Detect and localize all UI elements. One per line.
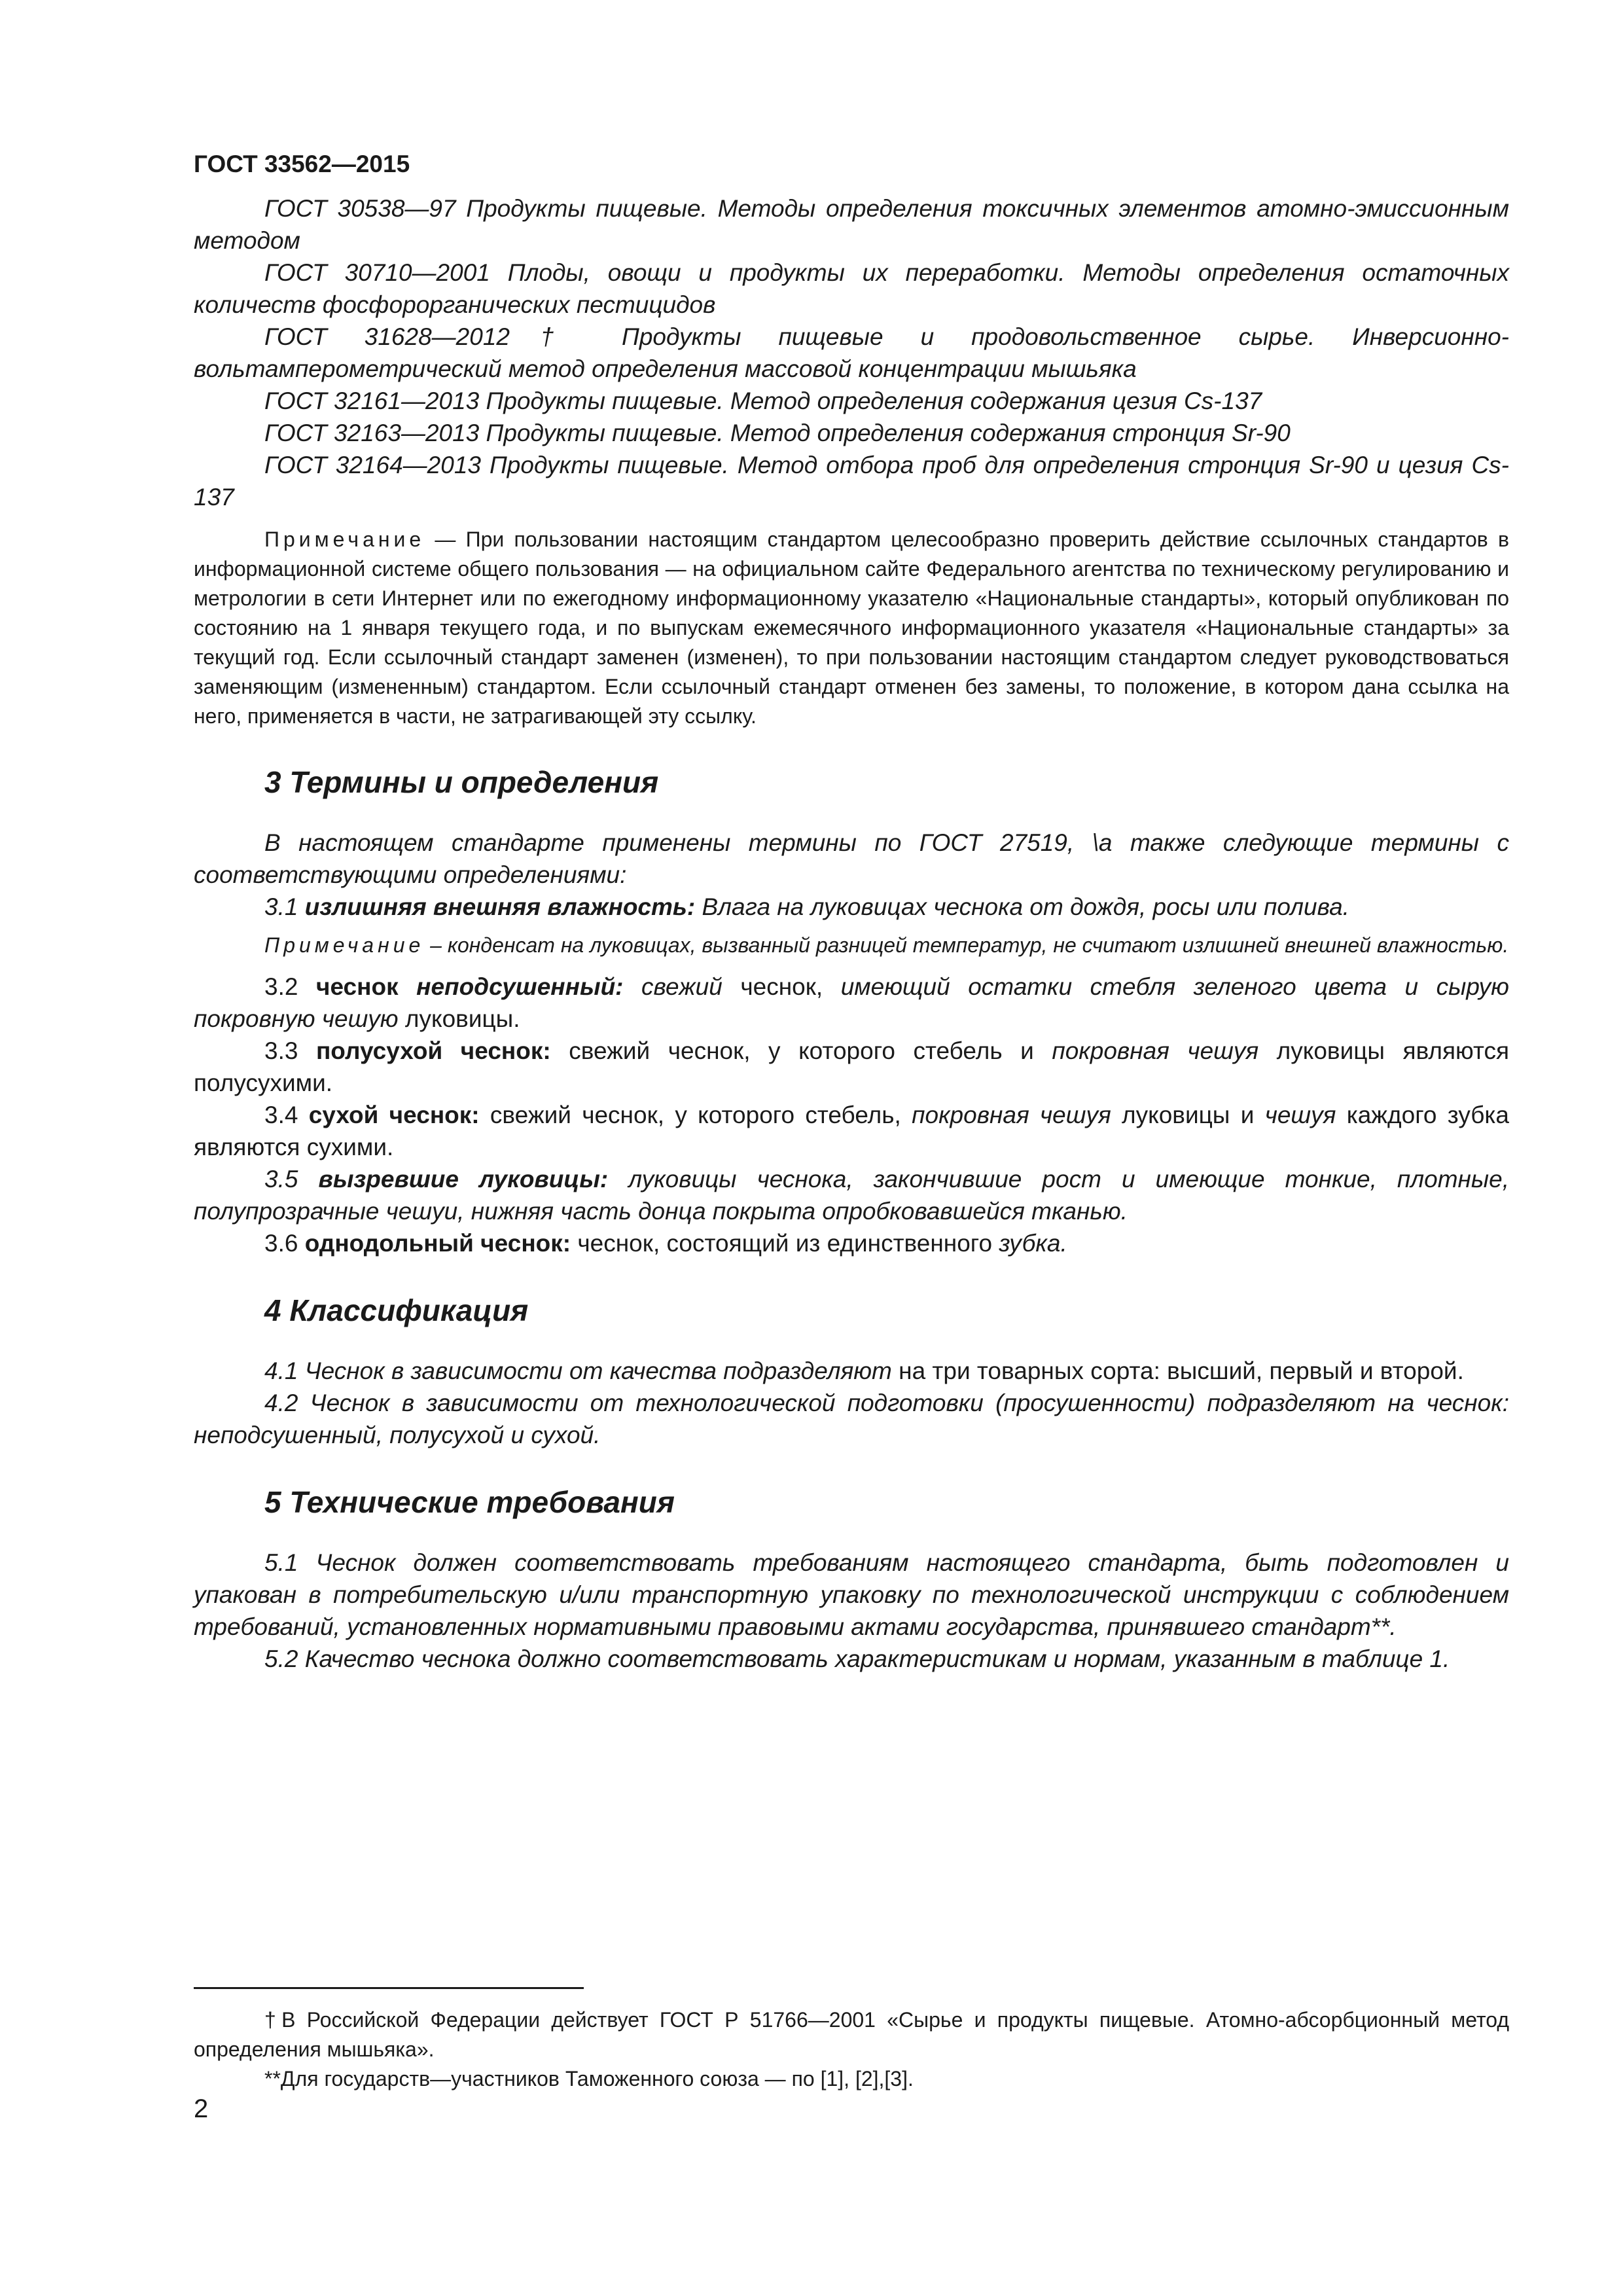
term-definition: каждого зубка являются сухими. xyxy=(194,1102,1510,1160)
term-definition: свежий чеснок, у которого стебель и xyxy=(550,1037,1052,1064)
term-definition: Влага на луковицах чеснока от дождя, росы или полива. xyxy=(695,893,1349,920)
ref-item: ГОСТ 30710—2001 Плоды, овощи и продукты их переработки. Методы определения остаточных количеств фосфорорганических пестицидов xyxy=(194,259,1509,318)
term-3-2 xyxy=(194,971,1509,1035)
term-3-1-note xyxy=(194,931,1509,960)
term-definition: зубка. xyxy=(999,1230,1067,1257)
footnotes xyxy=(194,2005,1509,2094)
term-name-italic: неподсушенный: xyxy=(416,973,624,1000)
clause-4-1 xyxy=(194,1355,1509,1387)
clause-4-2: 4.2 Чеснок в зависимости от технологической подготовки (просушенности) подразделяют на чеснок: неподсушенный, полусухой и сухой. xyxy=(194,1390,1509,1448)
term-definition: чеснок, xyxy=(722,973,841,1000)
term-definition: луковицы и xyxy=(1111,1102,1265,1128)
note-label: Примечание xyxy=(264,933,425,957)
term-number: 3.1 xyxy=(264,893,305,920)
ref-item: ГОСТ 32161—2013 Продукты пищевые. Метод определения содержания цезия Cs-137 xyxy=(264,387,1262,414)
term-number: 3.5 xyxy=(264,1166,319,1193)
section-3-title: 3 Термины и определения xyxy=(264,765,659,799)
ref-item: ГОСТ 30538—97 Продукты пищевые. Методы определения токсичных элементов атомно-эмиссионным методом xyxy=(194,195,1509,254)
term-number: 3.2 xyxy=(264,973,316,1000)
term-number: 3.4 xyxy=(264,1102,309,1128)
term-definition: покровная чешуя xyxy=(912,1102,1111,1128)
note-text: — При пользовании настоящим стандартом целесообразно проверить действие ссылочных стандартов в информационной системе общего пользования — на официальном сайте Федерального агентства по техническому регулированию и метрологии в сети Интернет или по ежегодному информационному указателю «Национальные стандарты», который опубликован по состоянию на 1 января текущего года, и по выпускам ежемесячного информационного указателя «Национальные стандарты» за текущий год. Если ссылочный стандарт заменен (изменен), то при пользовании настоящим стандартом следует руководствоваться заменяющим (измененным) стандартом. Если ссылочный стандарт отменен без замены, то положение, в котором дана ссылка на него, применяется в части, не затрагивающей эту ссылку. xyxy=(194,528,1509,728)
term-definition: чеснок, состоящий из единственного xyxy=(571,1230,999,1257)
section-4-title: 4 Классификация xyxy=(264,1293,529,1327)
term-definition: покровная чешуя xyxy=(1052,1037,1259,1064)
term-definition: чешуя xyxy=(1264,1102,1336,1128)
term-name: излишняя внешняя влажность: xyxy=(304,893,696,920)
term-definition: свежий xyxy=(623,973,722,1000)
term-3-5 xyxy=(194,1163,1509,1227)
term-number: 3.3 xyxy=(264,1037,316,1064)
term-definition: имеющий остатки стебля зеленого цвета и сырую покровную чешую xyxy=(194,973,1510,1032)
ref-item: ГОСТ 31628—2012† Продукты пищевые и продовольственное сырье. Инверсионно-вольтамперометрический метод определения массовой концентрации мышьяка xyxy=(194,323,1509,382)
term-3-3 xyxy=(194,1035,1509,1099)
term-definition: свежий чеснок, у которого стебель, xyxy=(479,1102,912,1128)
note-label: Примечание xyxy=(264,528,425,551)
ref-item: ГОСТ 32163—2013 Продукты пищевые. Метод определения содержания стронция Sr-90 xyxy=(264,420,1291,446)
term-definition: луковицы. xyxy=(398,1005,520,1032)
footnote-separator xyxy=(194,1987,584,1989)
clause-text: на три товарных сорта: высший, первый и второй. xyxy=(891,1357,1464,1384)
footnote-item: †В Российской Федерации действует ГОСТ Р 51766—2001 «Сырье и продукты пищевые. Атомно-абсорбционный метод определения мышьяка». xyxy=(194,2008,1509,2061)
term-name: однодольный чеснок: xyxy=(304,1230,571,1257)
document-code: ГОСТ 33562—2015 xyxy=(194,151,410,177)
term-3-6 xyxy=(194,1227,1509,1259)
note-text: – конденсат на луковицах, вызванный разницей температур, не считают излишней внешней влажностью. xyxy=(424,933,1509,957)
term-name: чеснок xyxy=(315,973,417,1000)
term-name: полусухой чеснок: xyxy=(315,1037,551,1064)
clause-text: 4.1 Чеснок в зависимости от качества подразделяют xyxy=(264,1357,892,1384)
term-3-4 xyxy=(194,1099,1509,1163)
section-3-intro: В настоящем стандарте применены термины по ГОСТ 27519, \а также следующие термины с соответствующими определениями: xyxy=(194,829,1509,888)
term-name: вызревшие луковицы: xyxy=(318,1166,609,1193)
term-3-1 xyxy=(194,891,1509,923)
term-definition: луковицы являются полусухими. xyxy=(194,1037,1510,1096)
clause-5-1: 5.1 Чеснок должен соответствовать требованиям настоящего стандарта, быть подготовлен и упакован в потребительскую и/или транспортную упаковку по технологической инструкции с соблюдением требований, установленных нормативными правовыми актами государства, принявшего стандарт**. xyxy=(194,1549,1509,1640)
clause-5-2: 5.2 Качество чеснока должно соответствовать характеристикам и нормам, указанным в таблице 1. xyxy=(264,1645,1450,1672)
page-content xyxy=(194,151,1509,1675)
page-number: 2 xyxy=(194,2094,209,2123)
term-definition: луковицы чеснока, закончившие рост и имеющие тонкие, плотные, полупрозрачные чешуи, нижняя часть донца покрыта опробковавшейся тканью. xyxy=(194,1166,1509,1225)
term-name: сухой чеснок: xyxy=(308,1102,480,1128)
refs-note xyxy=(194,525,1509,731)
term-number: 3.6 xyxy=(264,1230,305,1257)
section-5-title: 5 Технические требования xyxy=(264,1485,675,1519)
ref-item: ГОСТ 32164—2013 Продукты пищевые. Метод отбора проб для определения стронция Sr-90 и цезия Cs-137 xyxy=(194,452,1509,511)
footnote-item: **Для государств—участников Таможенного союза — по [1], [2],[3]. xyxy=(264,2067,914,2090)
